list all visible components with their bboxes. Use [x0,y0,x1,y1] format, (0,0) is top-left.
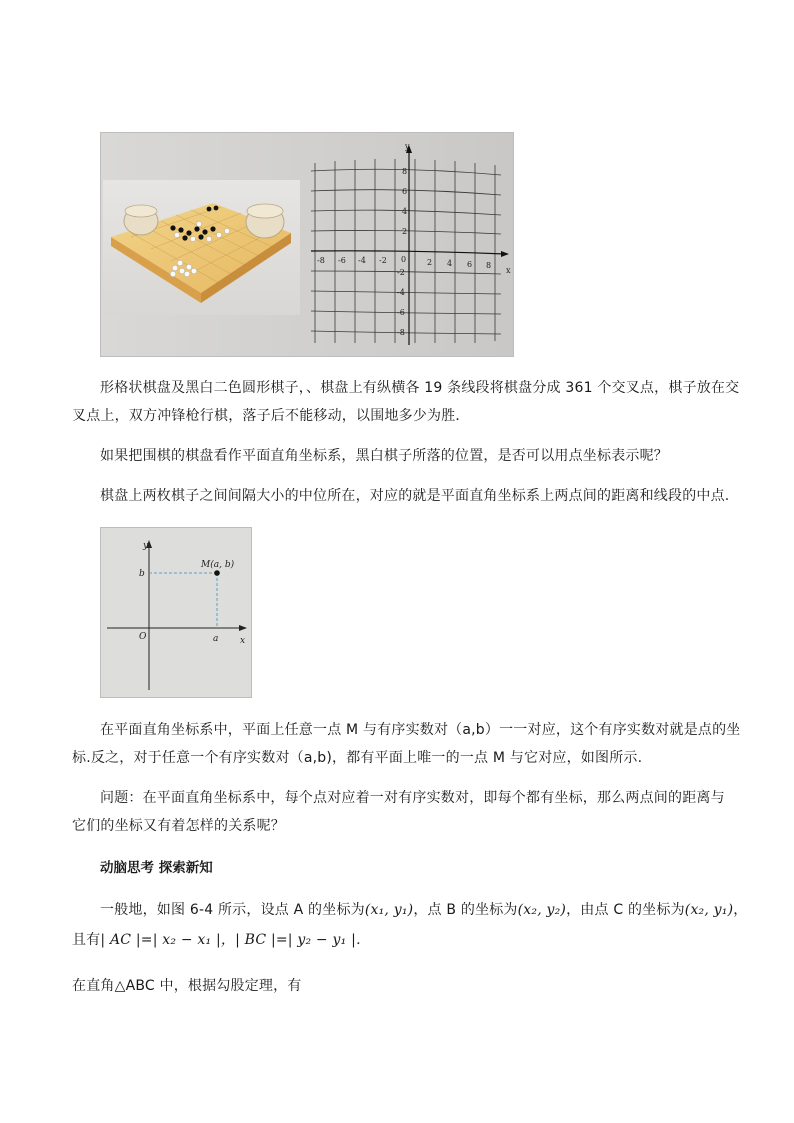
go-board-photo [103,180,300,315]
paragraph-pythagoras: 在直角△ABC 中，根据勾股定理，有 [72,978,302,994]
grid-x-tick: 4 [447,259,453,268]
general-text-e: 且有 [72,932,101,948]
grid-y-tick: 6 [402,187,408,196]
paragraph-general-line2 [72,926,370,955]
general-text-c: ，由点 C 的坐标为 [566,902,685,918]
point-origin-label: O [139,632,147,642]
paragraph-go-rules-line1: 形格状棋盘及黑白二色圆形棋子，、棋盘上有纵横各 19 条线段将棋盘分成 361 个交叉点，棋子放在交 [100,380,740,396]
grid-origin-label: 0 [401,255,407,264]
grid-y-tick: 8 [402,167,408,176]
grid-x-tick: -2 [379,256,387,265]
point-x-axis-label: x [240,636,246,646]
grid-y-tick: 2 [402,227,408,236]
paragraph-general-line1 [100,896,747,925]
point-b-tick-label: b [139,569,145,579]
coord-a: (x₁, y₁) [364,902,414,918]
grid-y-tick: -2 [397,268,405,277]
grid-x-tick: 6 [467,260,473,269]
grid-x-tick: -4 [358,256,366,265]
paragraph-ordered-pair-line1: 在平面直角坐标系中，平面上任意一点 M 与有序实数对（a,b）一一对应，这个有序实数对就是点的坐 [100,722,741,738]
figure-go-board-and-grid [100,132,514,357]
grid-x-tick: -6 [338,256,346,265]
grid-y-axis-label: y [405,142,410,151]
coord-c: (x₂, y₁) [684,902,734,918]
grid-y-tick: -8 [397,328,405,337]
coord-b: (x₂, y₂) [517,902,567,918]
grid-y-tick: -4 [397,288,405,297]
general-text-b: ，点 B 的坐标为 [413,902,518,918]
point-y-axis-label: y [143,541,149,551]
grid-y-tick: -6 [397,308,405,317]
paragraph-problem-line1: 问题：在平面直角坐标系中，每个点对应着一对有序实数对，即每个都有坐标，那么两点间的距离与 [100,790,725,806]
paragraph-go-rules-line2: 叉点上，双方冲锋枪行棋，落子后不能移动，以围地多少为胜． [72,408,470,424]
paragraph-question-board: 如果把围棋的棋盘看作平面直角坐标系，黑白棋子所落的位置，是否可以用点坐标表示呢？ [100,448,668,464]
distance-formula: | AC |=| x₂ − x₁ |，| BC |=| y₂ − y₁ |． [100,932,371,948]
figure-point-svg [101,528,251,697]
point-m-label: M(a, b) [201,560,235,570]
grid-x-tick: 2 [427,258,433,267]
grid-y-tick: 4 [402,207,408,216]
grid-x-tick: 8 [486,261,492,270]
general-text-a: 一般地，如图 6-4 所示，设点 A 的坐标为 [100,902,365,918]
figure-point-coordinates [100,527,252,698]
paragraph-ordered-pair-line2: 标.反之，对于任意一个有序实数对（a,b)，都有平面上唯一的一点 M 与它对应，如图所示. [72,750,643,766]
paragraph-problem-line2: 它们的坐标又有着怎样的关系呢？ [72,818,285,834]
grid-x-axis-label: x [506,266,511,275]
section-heading: 动脑思考 探索新知 [100,860,213,876]
figure-go-board-svg [101,133,513,356]
general-text-d: ， [733,902,748,918]
paragraph-distance-midpoint: 棋盘上两枚棋子之间间隔大小的中位所在，对应的就是平面直角坐标系上两点间的距离和线段的中点. [100,488,730,504]
grid-x-tick: -8 [317,256,325,265]
point-a-tick-label: a [213,634,219,644]
